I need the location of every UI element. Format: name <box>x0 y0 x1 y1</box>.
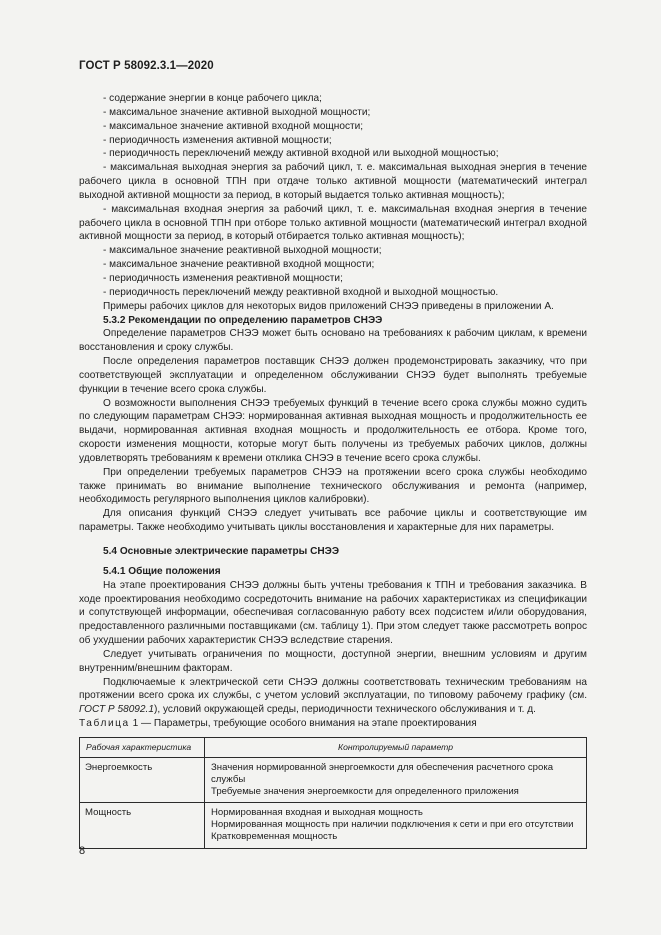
parameters-table <box>79 737 587 849</box>
paragraph: О возможности выполнения СНЭЭ требуемых функций в течение всего срока службы можно судить по следующим параметрам СНЭЭ: нормированная активная выходная мощность и продолжительность ее выдачи, нормированная активная входная мощность и продолжительность ее отбора. Кроме того, скорости изменения мощности, которые могут быть получены из требуемых рабочих циклов, должны удовлетворять требованиям к времени отклика СНЭЭ в течение всего срока службы. <box>79 397 587 464</box>
table-caption-text: 1 — Параметры, требующие особого внимания на этапе проектирования <box>129 718 477 729</box>
list-item: - максимальное значение активной выходной мощности; <box>103 106 371 118</box>
paragraph-text: Подключаемые к электрической сети СНЭЭ должны соответствовать техническим требованиям на протяжении всего срока их службы, с учетом условий эксплуатации, по типовому рабочему графику (см. <box>79 676 587 702</box>
list-item: - максимальное значение реактивной входной мощности; <box>103 259 375 271</box>
parameter-line: Нормированная входная и выходная мощность <box>211 807 423 819</box>
paragraph: На этапе проектирования СНЭЭ должны быть учтены требования к ТПН и требования заказчика. В ходе проектирования необходимо сосредоточить внимание на рабочих характеристиках из спецификации и сопутствующей информации, обеспечивая согласованную работу всех подсистем и/или оборудования, предоставленного различными поставщиками (см. таблицу 1). При этом следует также рассмотреть вопрос об ухудшении рабочих характеристик СНЭЭ вследствие старения. <box>79 579 587 647</box>
list-item: - содержание энергии в конце рабочего цикла; <box>103 93 322 104</box>
document-header: ГОСТ Р 58092.3.1—2020 <box>79 60 214 72</box>
paragraph <box>79 676 587 718</box>
list-item: - периодичность переключений между реактивной входной и выходной мощностью. <box>103 286 499 298</box>
parameter-line: Значения нормированной энергоемкости для обеспечения расчетного срока службы <box>211 762 554 785</box>
table-row <box>80 758 587 803</box>
table-cell-characteristic: Мощность <box>80 803 205 848</box>
list-item: - максимальное значение реактивной выходной мощности; <box>103 245 382 257</box>
paragraph: Следует учитывать ограничения по мощности, доступной энергии, внешним условиям и другим внутренним/внешним факторам. <box>79 648 587 674</box>
section-heading-5-4: 5.4 Основные электрические параметры СНЭЭ <box>103 546 340 557</box>
list-item: - максимальное значение активной входной мощности; <box>103 120 364 132</box>
list-item: - периодичность изменения активной мощности; <box>103 134 332 146</box>
table-header-row <box>80 738 587 758</box>
paragraph: Для описания функций СНЭЭ следует учитывать все рабочие циклы и соответствующие им параметры. Также необходимо учитывать циклы восстановления и характерные для них параметры. <box>79 508 587 534</box>
column-header-parameter: Контролируемый параметр <box>205 738 587 758</box>
list-item: - периодичность переключений между активной входной или выходной мощностью; <box>103 148 499 160</box>
list-item: - максимальная входная энергия за рабочий цикл, т. е. максимальная входная энергия в течение рабочего цикла в основной ТПН при отборе только активной мощности (математический интеграл входной активной мощности за период, в который отбирается только активная мощность); <box>79 203 587 243</box>
paragraph: После определения параметров поставщик СНЭЭ должен продемонстрировать заказчику, что при соответствующей эксплуатации и определенном обслуживании СНЭЭ будет выполнять требуемые функции в течение всего срока службы. <box>79 356 587 395</box>
parameter-line: Требуемые значения энергоемкости для определенного приложения <box>211 785 519 797</box>
column-header-characteristic: Рабочая характеристика <box>80 738 205 758</box>
standard-reference: ГОСТ Р 58092.1 <box>79 704 154 716</box>
table-cell-parameters <box>205 803 587 848</box>
table-cell-characteristic: Энергоемкость <box>80 758 205 803</box>
document-body <box>79 92 587 717</box>
page-number: 8 <box>79 845 86 857</box>
parameter-line: Кратковременная мощность <box>211 830 338 842</box>
table-cell-parameters <box>205 758 587 803</box>
section-heading-5-3-2: 5.3.2 Рекомендации по определению параметров СНЭЭ <box>103 314 383 326</box>
parameter-line: Нормированная мощность при наличии подключения к сети и при его отсутствии <box>211 819 574 831</box>
table-row <box>80 803 587 848</box>
list-item: - периодичность изменения реактивной мощности; <box>103 272 343 284</box>
paragraph-examples: Примеры рабочих циклов для некоторых видов приложений СНЭЭ приведены в приложении А. <box>103 300 554 312</box>
paragraph: При определении требуемых параметров СНЭЭ на протяжении всего срока службы необходимо также принимать во внимание выполнение технического обслуживания и ремонта (например, необходимость регулярного выполнения циклов калибровки). <box>79 466 587 506</box>
paragraph: Определение параметров СНЭЭ может быть основано на требованиях к рабочим циклам, к времени восстановления и сроку службы. <box>79 328 587 354</box>
paragraph-text: ), условий окружающей среды, периодичности технического обслуживания и т. д. <box>153 704 536 716</box>
table-caption <box>79 718 477 729</box>
list-item: - максимальная выходная энергия за рабочий цикл, т. е. максимальная выходная энергия в течение рабочего цикла в основной ТПН при отдаче только активной мощности (математический интеграл выходной активной мощности за период, в который выдается только активная мощность); <box>79 162 587 201</box>
table-caption-word: Таблица <box>79 718 130 729</box>
section-heading-5-4-1: 5.4.1 Общие положения <box>103 565 221 577</box>
